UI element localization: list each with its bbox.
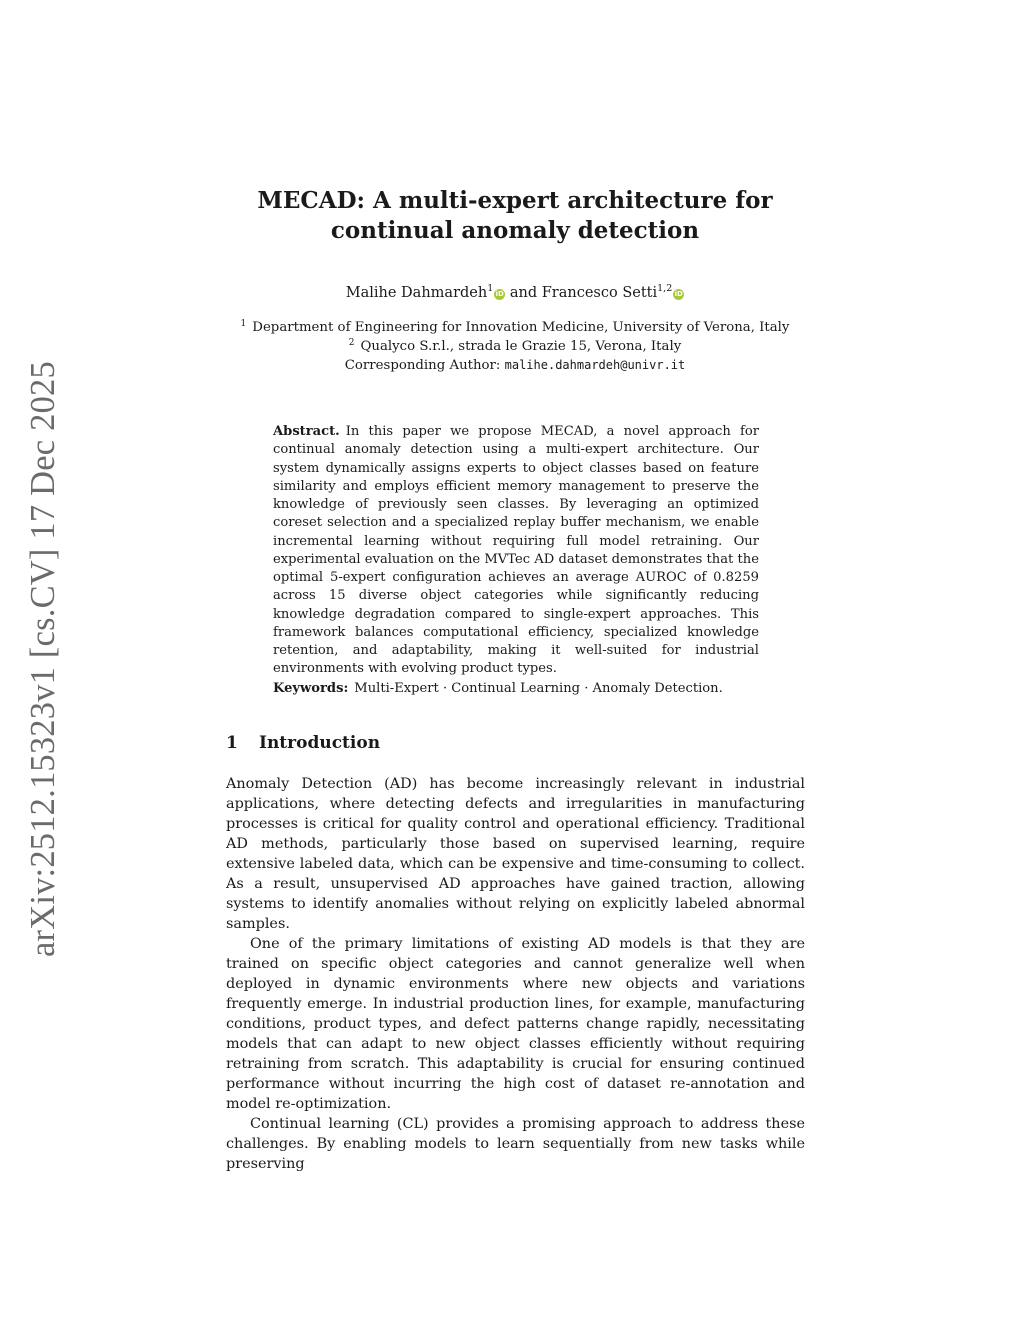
author-name: Malihe Dahmardeh xyxy=(345,285,488,301)
author-affiliation-mark: 1,2 xyxy=(657,283,673,294)
affiliation-mark: 1 xyxy=(240,319,247,329)
author-list xyxy=(215,283,815,303)
affiliation-1 xyxy=(215,319,815,338)
keywords-text: Multi-Expert · Continual Learning · Anomaly Detection. xyxy=(354,681,723,696)
section-title: Introduction xyxy=(259,733,381,753)
paragraph: One of the primary limitations of existing AD models is that they are trained on specific object categories and cannot generalize well when deployed in dynamic environments where new objects and variations frequently emerge. In industrial production lines, for example, manufacturing conditions, product types, and defect patterns change rapidly, necessitating models that can adapt to new object classes efficiently without requiring retraining from scratch. This adaptability is crucial for ensuring continued performance without incurring the high cost of dataset re-annotation and model re-optimization. xyxy=(226,936,805,1112)
corresponding-author xyxy=(215,356,815,376)
keywords-label: Keywords: xyxy=(273,681,349,696)
corresponding-label: Corresponding Author: xyxy=(344,358,505,373)
title-line-2: continual anomaly detection xyxy=(330,217,700,244)
affiliation-text: Qualyco S.r.l., strada le Grazie 15, Verona, Italy xyxy=(360,338,682,354)
affiliations xyxy=(215,319,815,376)
author-name: Francesco Setti xyxy=(541,285,658,301)
title-line-1: MECAD: A multi-expert architecture for xyxy=(257,187,773,214)
affiliation-text: Department of Engineering for Innovation Medicine, University of Verona, Italy xyxy=(252,320,790,335)
body-text xyxy=(226,774,805,1174)
corresponding-email-link[interactable]: malihe.dahmardeh@univr.it xyxy=(504,358,686,372)
affiliation-2 xyxy=(215,338,815,357)
section-number: 1 xyxy=(226,733,238,753)
keywords xyxy=(273,680,759,698)
abstract-text: In this paper we propose MECAD, a novel approach for continual anomaly detection using a multi-expert architecture. Our system dynamically assigns experts to object classes based on feature similarity and employs efficient memory management to preserve the knowledge of previously seen classes. By leveraging an optimized coreset selection and a specialized replay buffer mechanism, we enable incremental learning without requiring full model retraining. Our experimental evaluation on the MVTec AD dataset demonstrates that the optimal 5-expert configuration achieves an average AUROC of 0.8259 across 15 diverse object categories while significantly reducing knowledge degradation compared to single-expert approaches. This framework balances computational efficiency, specialized knowledge retention, and adaptability, making it well-suited for industrial environments with evolving product types. xyxy=(273,424,759,677)
paper-title xyxy=(215,186,815,246)
section-heading xyxy=(226,731,380,755)
author-affiliation-mark: 1 xyxy=(487,283,494,294)
abstract-label: Abstract. xyxy=(273,424,340,439)
affiliation-mark: 2 xyxy=(348,337,355,348)
author-connector: and xyxy=(505,285,542,301)
paragraph: Continual learning (CL) provides a promising approach to address these challenges. By enabling models to learn sequentially from new tasks while preserving xyxy=(226,1116,805,1172)
paragraph: Anomaly Detection (AD) has become increasingly relevant in industrial applications, where detecting defects and irregularities in manufacturing processes is critical for quality control and operational efficiency. Traditional AD methods, particularly those based on supervised learning, require extensive labeled data, which can be expensive and time-consuming to collect. As a result, unsupervised AD approaches have gained traction, allowing systems to identify anomalies without relying on explicitly labeled abnormal samples. xyxy=(226,776,805,932)
orcid-icon[interactable]: iD xyxy=(674,290,683,298)
abstract xyxy=(273,423,759,679)
orcid-icon[interactable]: iD xyxy=(495,290,504,298)
arxiv-identifier-stamp: arXiv:2512.15323v1 [cs.CV] 17 Dec 2025 xyxy=(24,361,62,957)
